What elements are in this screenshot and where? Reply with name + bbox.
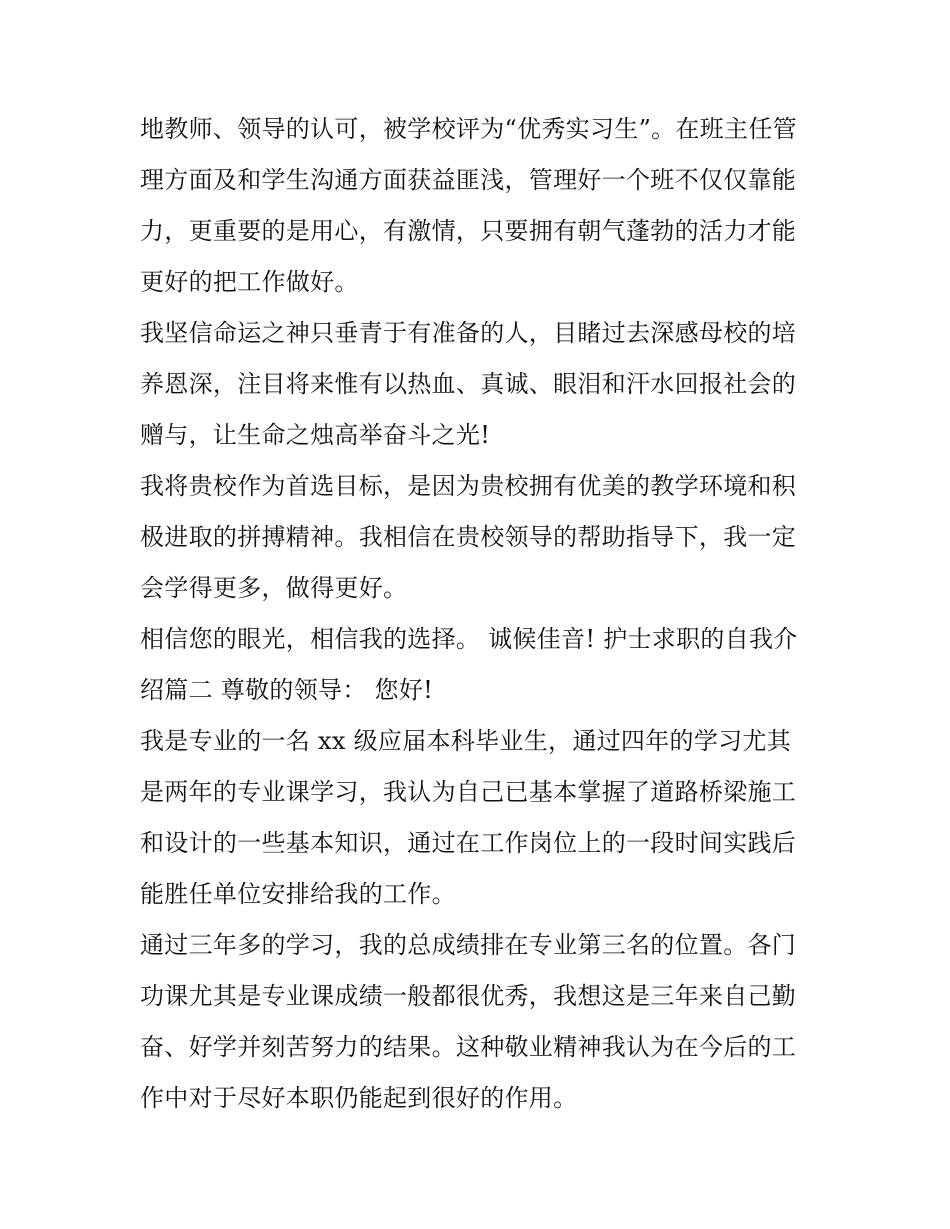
text-line-7: 赠与，让生命之烛高举奋斗之光! (140, 421, 491, 449)
text-line-3: 力，更重要的是用心，有激情，只要拥有朝气蓬勃的活力才能 (140, 217, 797, 245)
text-line-5: 我坚信命运之神只垂青于有准备的人，目睹过去深感母校的培 (140, 319, 797, 347)
document-body (140, 104, 820, 1124)
text-line-18: 功课尤其是专业课成绩一般都很优秀，我想这是三年来自己勤 (140, 982, 797, 1010)
text-line-12: 绍篇二 尊敬的领导： 您好! (140, 676, 434, 704)
text-line-15: 和设计的一些基本知识，通过在工作岗位上的一段时间实践后 (140, 829, 797, 857)
text-line-4: 更好的把工作做好。 (140, 268, 359, 296)
text-line-19: 奋、好学并刻苦努力的结果。这种敬业精神我认为在今后的工 (140, 1033, 797, 1061)
text-line-17: 通过三年多的学习，我的总成绩排在专业第三名的位置。各门 (140, 931, 797, 959)
text-line-6: 养恩深，注目将来惟有以热血、真诚、眼泪和汗水回报社会的 (140, 370, 797, 398)
text-line-16: 能胜任单位安排给我的工作。 (140, 880, 456, 908)
text-line-10: 会学得更多，做得更好。 (140, 574, 408, 602)
text-line-20: 作中对于尽好本职仍能起到很好的作用。 (140, 1084, 578, 1112)
text-line-9: 极进取的拼搏精神。我相信在贵校领导的帮助指导下，我一定 (140, 523, 797, 551)
text-line-8: 我将贵校作为首选目标，是因为贵校拥有优美的教学环境和积 (140, 472, 797, 500)
text-line-14: 是两年的专业课学习，我认为自己已基本掌握了道路桥梁施工 (140, 778, 797, 806)
text-line-1: 地教师、领导的认可，被学校评为“优秀实习生”。在班主任管 (140, 115, 797, 143)
text-line-13: 我是专业的一名 xx 级应届本科毕业生，通过四年的学习尤其 (140, 727, 792, 755)
text-line-2: 理方面及和学生沟通方面获益匪浅，管理好一个班不仅仅靠能 (140, 166, 797, 194)
text-line-11: 相信您的眼光，相信我的选择。 诚候佳音! 护士求职的自我介 (140, 625, 798, 653)
